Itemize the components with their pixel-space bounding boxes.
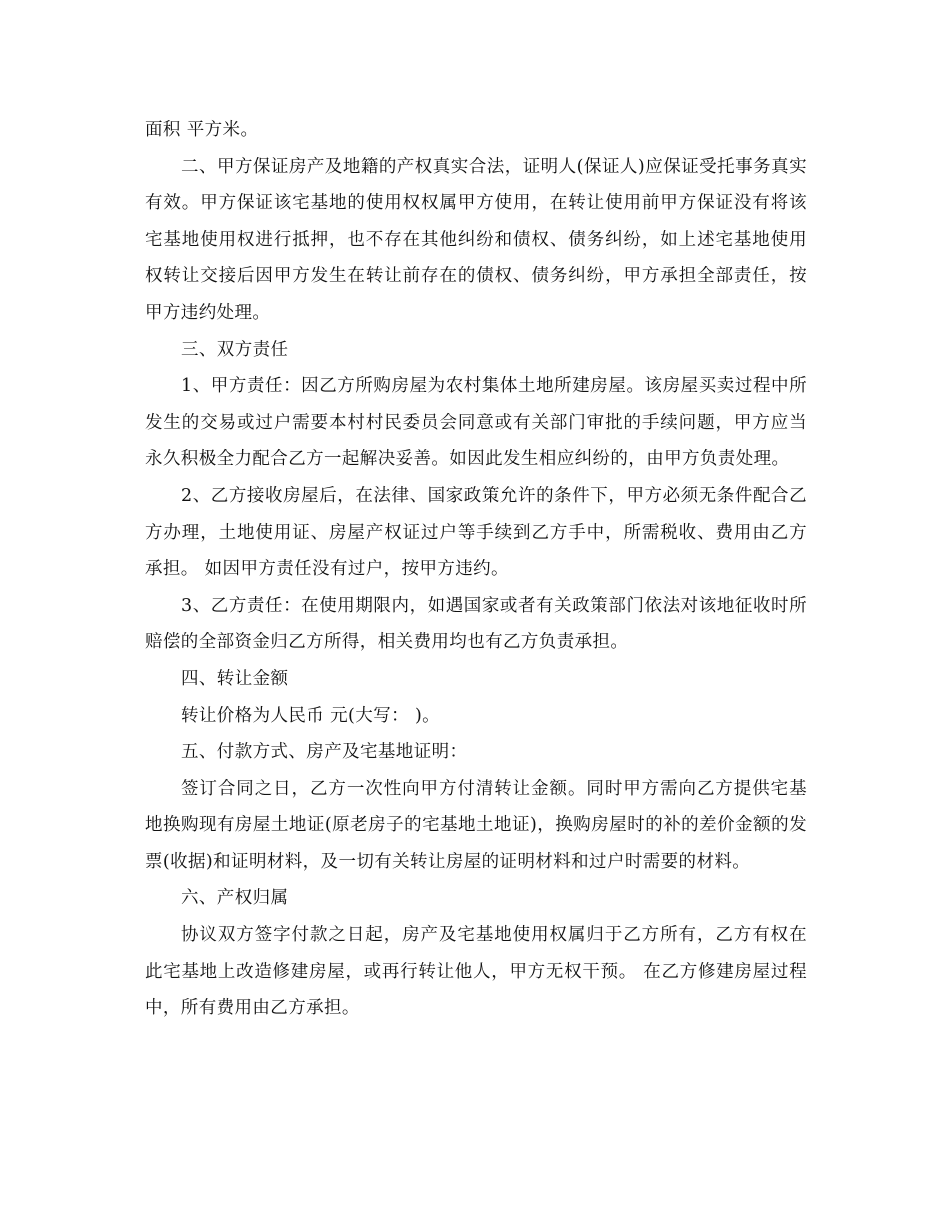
heading-clause-three: 三、双方责任 — [181, 339, 289, 360]
heading-clause-six: 六、产权归属 — [181, 888, 289, 909]
paragraph-clause-two: 二、甲方保证房产及地籍的产权真实合法，证明人(保证人)应保证受托事务真实有效。甲方保证该宅基地的使用权权属甲方使用，在转让使用前甲方保证没有将该宅基地使用权进行抵押，也不存在其他纠纷和债权、债务纠纷，如上述宅基地使用权转让交接后因甲方发生在转让前存在的债权、债务纠纷，甲方承担全部责任，按甲方违约处理。 — [145, 156, 807, 323]
paragraph-transfer-price: 转让价格为人民币 元(大写： )。 — [181, 705, 441, 726]
heading-clause-five: 五、付款方式、房产及宅基地证明： — [181, 742, 468, 763]
paragraph-ownership: 协议双方签字付款之日起，房产及宅基地使用权属归于乙方所有，乙方有权在此宅基地上改造修建房屋，或再行转让他人，甲方无权干预。 在乙方修建房屋过程中，所有费用由乙方承担。 — [145, 925, 807, 1019]
paragraph-clause-three-item-3: 3、乙方责任：在使用期限内，如遇国家或者有关政策部门依法对该地征收时所赔偿的全部资金归乙方所得，相关费用均也有乙方负责承担。 — [145, 595, 807, 653]
paragraph-payment-terms: 签订合同之日，乙方一次性向甲方付清转让金额。同时甲方需向乙方提供宅基地换购现有房屋土地证(原老房子的宅基地土地证)，换购房屋时的补的差价金额的发票(收据)和证明材料，及一切有关转让房屋的证明材料和过户时需要的材料。 — [145, 778, 807, 872]
paragraph-clause-three-item-1: 1、甲方责任：因乙方所购房屋为农村集体土地所建房屋。该房屋买卖过程中所发生的交易或过户需要本村村民委员会同意或有关部门审批的手续问题，甲方应当永久积极全力配合乙方一起解决妥善。如因此发生相应纠纷的，由甲方负责处理。 — [145, 376, 807, 470]
paragraph-area-continuation: 面积 平方米。 — [145, 120, 259, 140]
heading-clause-four: 四、转让金额 — [181, 668, 289, 689]
document-body — [145, 112, 807, 1027]
paragraph-clause-three-item-2: 2、乙方接收房屋后，在法律、国家政策允许的条件下，甲方必须无条件配合乙方办理，土地使用证、房屋产权证过户等手续到乙方手中，所需税收、费用由乙方承担。 如因甲方责任没有过户，按甲方违约。 — [145, 485, 807, 580]
